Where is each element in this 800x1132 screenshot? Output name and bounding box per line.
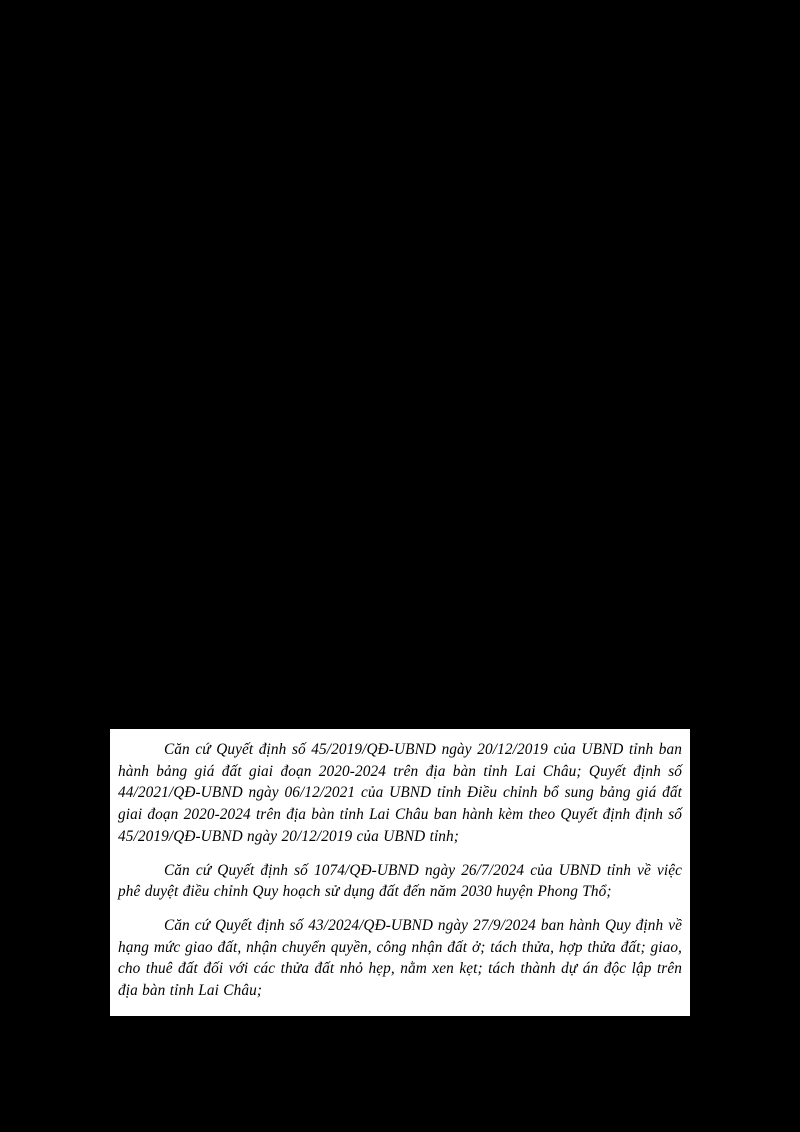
paragraph-2: Căn cứ Quyết định số 1074/QĐ-UBND ngày 26/7/2024 của UBND tỉnh về việc phê duyệt điều chỉnh Quy hoạch sử dụng đất đến năm 2030 huyện Phong Thổ; [118, 861, 682, 901]
paragraph-3: Căn cứ Quyết định số 43/2024/QĐ-UBND ngày 27/9/2024 ban hành Quy định về hạng mức giao đất, nhận chuyển quyền, công nhận đất ở; tách thửa, hợp thửa đất; giao, cho thuê đất đối với các thửa đất nhỏ hẹp, nằm xen kẹt; tách thành dự án độc lập trên địa bàn tỉnh Lai Châu; [118, 917, 682, 1000]
document-text-fragment [110, 729, 690, 1016]
paragraph-1: Căn cứ Quyết định số 45/2019/QĐ-UBND ngày 20/12/2019 của UBND tỉnh ban hành bảng giá đất giai đoạn 2020-2024 trên địa bàn tỉnh Lai Châu; Quyết định số 44/2021/QĐ-UBND ngày 06/12/2021 của UBND tỉnh Điều chỉnh bổ sung bảng giá đất giai đoạn 2020-2024 trên địa bàn tỉnh Lai Châu ban hành kèm theo Quyết định định số 45/2019/QĐ-UBND ngày 20/12/2019 của UBND tỉnh; [118, 741, 682, 845]
